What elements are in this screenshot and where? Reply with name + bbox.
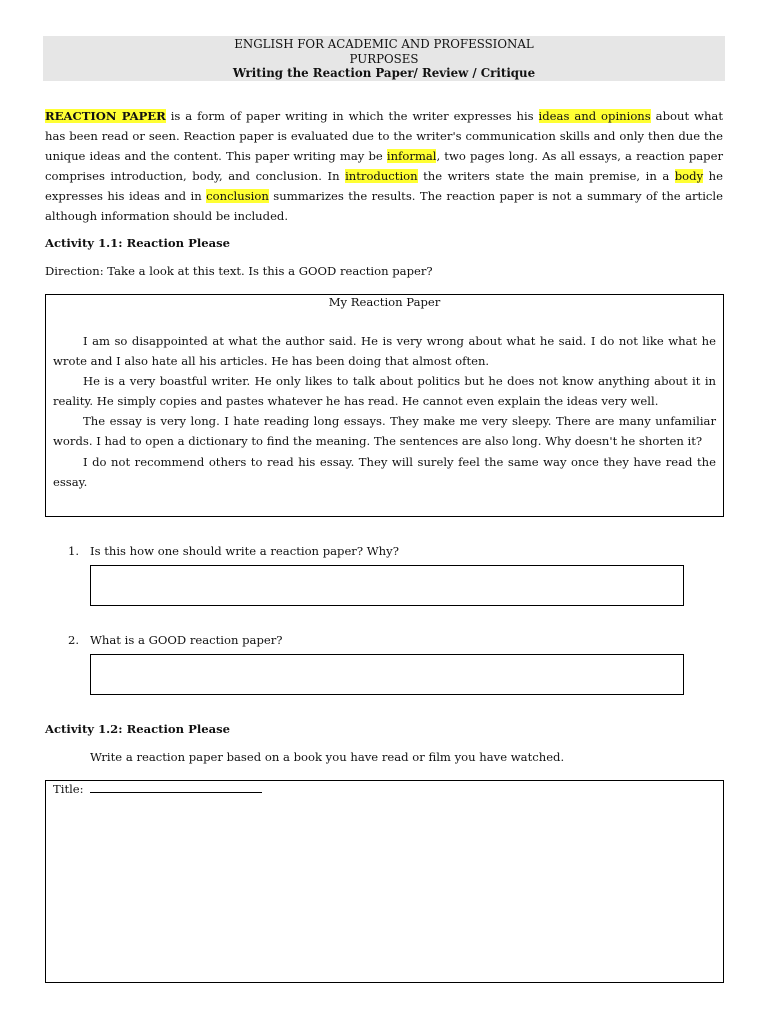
header-line-2: PURPOSES (349, 51, 419, 66)
question-text: Is this how one should write a reaction paper? Why? (90, 544, 399, 558)
question-1 (68, 544, 399, 558)
header-subtitle: Writing the Reaction Paper/ Review / Critique (232, 66, 536, 80)
title-field (53, 781, 262, 796)
essay-paragraph: The essay is very long. I hate reading long essays. They make me very sleepy. There are many unfamiliar words. I had to open a dictionary to find the meaning. The sentences are also long. Why doesn't he shorten it? (53, 414, 716, 449)
essay-paragraph: He is a very boastful writer. He only likes to talk about politics but he does not know anything about it in reality. He simply copies and pastes whatever he has read. He cannot even explain the ideas very well. (53, 374, 716, 409)
intro-text: is a form of paper writing in which the writer expresses his (165, 109, 539, 123)
term-highlight: REACTION PAPER (45, 109, 166, 123)
reaction-paper-writing-box[interactable] (45, 780, 724, 983)
intro-text: summarizes the results. The reaction paper is not a summary of the article although information should be included. (45, 189, 723, 224)
title-label: Title: (53, 782, 84, 796)
intro-text: the writers state the main premise, in a (417, 169, 675, 184)
highlight-informal: informal (386, 149, 437, 164)
essay-paragraph: I do not recommend others to read his essay. They will surely feel the same way once they have read the essay. (53, 454, 716, 489)
answer-box-2[interactable] (90, 654, 684, 695)
title-underline[interactable] (90, 781, 262, 793)
question-text: What is a GOOD reaction paper? (90, 633, 283, 647)
sample-essay-box (45, 294, 724, 517)
document-header (43, 36, 725, 81)
header-line-1: ENGLISH FOR ACADEMIC AND PROFESSIONAL (234, 37, 534, 51)
question-2 (68, 633, 283, 647)
essay-body (53, 331, 716, 492)
essay-title: My Reaction Paper (328, 295, 441, 309)
intro-text: , two pages long. As all essays, a reaction paper comprises introduction, body, and conclusion. In (45, 149, 723, 184)
intro-text: he expresses his ideas and in (45, 169, 723, 204)
question-number: 2. (68, 633, 80, 647)
activity-1-direction: Direction: Take a look at this text. Is this a GOOD reaction paper? (45, 264, 433, 278)
highlight-body: body (674, 169, 704, 184)
intro-paragraph (45, 106, 723, 227)
highlight-introduction: introduction (345, 169, 418, 184)
essay-paragraph: I am so disappointed at what the author said. He is very wrong about what he said. I do not like what he wrote and I also hate all his articles. He has been doing that almost often. (53, 334, 716, 369)
highlight-conclusion: conclusion (206, 189, 269, 204)
intro-text: about what has been read or seen. Reaction paper is evaluated due to the writer's communication skills and only then due the unique ideas and the content. This paper writing may be (45, 109, 723, 164)
activity-2-title: Activity 1.2: Reaction Please (45, 722, 231, 736)
highlight-ideas-opinions: ideas and opinions (538, 109, 651, 123)
activity-2-instruction: Write a reaction paper based on a book you have read or film you have watched. (90, 750, 565, 764)
activity-1-title: Activity 1.1: Reaction Please (45, 236, 231, 250)
question-number: 1. (68, 544, 80, 558)
answer-box-1[interactable] (90, 565, 684, 606)
